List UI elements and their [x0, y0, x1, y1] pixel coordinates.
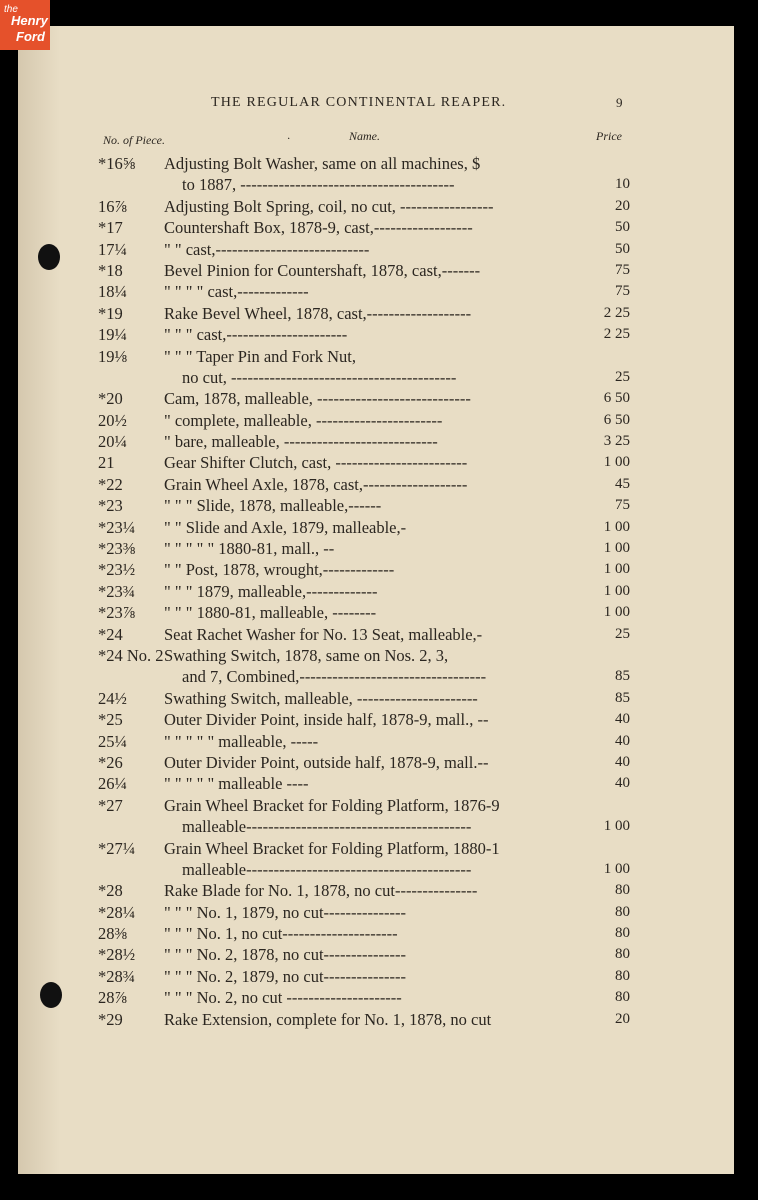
part-row [18, 688, 734, 709]
part-row-continuation [18, 367, 734, 388]
column-header-name: Name. [349, 129, 380, 143]
part-number: 20½ [98, 410, 127, 430]
part-price: 40 [615, 753, 630, 770]
part-price: 50 [615, 240, 630, 257]
part-row [18, 303, 734, 324]
part-row [18, 388, 734, 409]
part-price: 80 [615, 903, 630, 920]
part-name: no cut, ----------------------------------------- [182, 367, 457, 387]
part-name: " " " 1879, malleable,------------- [164, 581, 378, 601]
part-number: *29 [98, 1009, 123, 1029]
part-name: to 1887, --------------------------------------- [182, 175, 455, 195]
part-number: *23½ [98, 560, 136, 580]
part-row [18, 773, 734, 794]
part-number: *28 [98, 881, 123, 901]
part-name: Adjusting Bolt Washer, same on all machines, $ [164, 154, 481, 173]
part-name: Swathing Switch, malleable, ---------------------- [164, 688, 478, 708]
part-row [18, 324, 734, 345]
part-name: Grain Wheel Bracket for Folding Platform, 1876-9 [164, 795, 500, 815]
part-row [18, 559, 734, 580]
part-number: *23⅞ [98, 603, 136, 623]
part-price: 25 [615, 625, 630, 642]
part-row [18, 944, 734, 965]
column-header-price: Price [596, 129, 622, 143]
part-price: 40 [615, 775, 630, 792]
part-number: *20 [98, 389, 123, 409]
part-row [18, 645, 734, 666]
page-title: THE REGULAR CONTINENTAL REAPER. [211, 95, 507, 110]
part-name: " " " cast,---------------------- [164, 325, 348, 345]
part-number: *28½ [98, 945, 136, 965]
running-header [18, 95, 734, 117]
part-number: *23¼ [98, 517, 136, 537]
part-name: Gear Shifter Clutch, cast, ------------------------ [164, 453, 468, 473]
part-number: 25¼ [98, 731, 127, 751]
part-name: " " " " " malleable ---- [164, 774, 309, 794]
part-row [18, 1009, 734, 1030]
part-price: 80 [615, 946, 630, 963]
part-number: 17¼ [98, 239, 127, 259]
part-row [18, 239, 734, 260]
part-number: 26¼ [98, 774, 127, 794]
part-price: 85 [615, 668, 630, 685]
part-price: 1 00 [603, 454, 630, 471]
part-number: *25 [98, 710, 123, 730]
part-number: *24 [98, 624, 123, 644]
column-headers [18, 129, 734, 149]
part-price: 1 00 [603, 540, 630, 557]
part-name: Outer Divider Point, outside half, 1878-9, mall.-- [164, 752, 489, 772]
column-header-dot: · [287, 131, 290, 145]
part-row-continuation [18, 174, 734, 195]
part-number: *26 [98, 752, 123, 772]
part-row [18, 495, 734, 516]
part-row-continuation [18, 816, 734, 837]
part-number: 28⅜ [98, 924, 127, 944]
part-name: Rake Extension, complete for No. 1, 1878, no cut [164, 1009, 492, 1029]
part-price: 80 [615, 967, 630, 984]
part-row [18, 966, 734, 987]
part-price: 50 [615, 219, 630, 236]
part-number: *16⅝ [98, 154, 136, 173]
part-row [18, 153, 734, 174]
part-number: *28¼ [98, 902, 136, 922]
part-row-continuation [18, 859, 734, 880]
part-price: 85 [615, 689, 630, 706]
part-number: 20¼ [98, 432, 127, 452]
part-row [18, 902, 734, 923]
part-row [18, 795, 734, 816]
part-name: " " " No. 2, 1879, no cut--------------- [164, 966, 406, 986]
part-price: 10 [615, 176, 630, 193]
part-price: 1 00 [603, 518, 630, 535]
part-number: *28¾ [98, 966, 136, 986]
part-number: 24½ [98, 688, 127, 708]
part-name: " " " No. 2, 1878, no cut--------------- [164, 945, 406, 965]
part-price: 80 [615, 989, 630, 1006]
part-name: Countershaft Box, 1878-9, cast,------------------ [164, 218, 473, 238]
part-name: Seat Rachet Washer for No. 13 Seat, malleable,- [164, 624, 483, 644]
part-number: *17 [98, 218, 123, 238]
part-row [18, 410, 734, 431]
part-price: 20 [615, 197, 630, 214]
part-name: malleable----------------------------------------- [182, 859, 472, 879]
part-name: " complete, malleable, ----------------------- [164, 410, 443, 430]
part-row [18, 217, 734, 238]
part-number: *24 No. 2 [98, 645, 164, 665]
part-row [18, 581, 734, 602]
part-number: 28⅞ [98, 988, 127, 1008]
part-name: Rake Blade for No. 1, 1878, no cut--------------- [164, 881, 478, 901]
part-name: Cam, 1878, malleable, ---------------------------- [164, 389, 471, 409]
part-name: and 7, Combined,---------------------------------- [182, 667, 487, 687]
part-row [18, 838, 734, 859]
part-number: 16⅞ [98, 196, 127, 216]
part-price: 3 25 [603, 433, 630, 450]
part-number: *19 [98, 303, 123, 323]
part-price: 75 [615, 283, 630, 300]
part-row [18, 731, 734, 752]
part-number: *27¼ [98, 838, 136, 858]
part-row [18, 452, 734, 473]
part-row [18, 346, 734, 367]
part-price: 45 [615, 475, 630, 492]
part-name: " " " Taper Pin and Fork Nut, [164, 346, 356, 366]
part-row [18, 260, 734, 281]
part-price: 75 [615, 497, 630, 514]
part-row [18, 923, 734, 944]
part-row [18, 538, 734, 559]
part-price: 1 00 [603, 582, 630, 599]
part-price: 40 [615, 732, 630, 749]
part-name: Rake Bevel Wheel, 1878, cast,------------------- [164, 303, 472, 323]
part-name: " " " No. 2, no cut --------------------- [164, 988, 402, 1008]
part-price: 2 25 [603, 304, 630, 321]
part-name: " " " " cast,------------- [164, 282, 309, 302]
part-number: 19⅛ [98, 346, 127, 366]
part-number: *18 [98, 260, 123, 280]
part-number: 19¼ [98, 325, 127, 345]
column-header-piece: No. of Piece. [103, 133, 165, 147]
part-name: " " " No. 1, no cut--------------------- [164, 924, 398, 944]
part-row [18, 431, 734, 452]
logo-small-text: the [4, 4, 18, 15]
part-price: 1 00 [603, 818, 630, 835]
part-price: 40 [615, 711, 630, 728]
part-row [18, 196, 734, 217]
part-name: Swathing Switch, 1878, same on Nos. 2, 3, [164, 645, 449, 665]
part-name: " " " No. 1, 1879, no cut--------------- [164, 902, 406, 922]
part-price: 1 00 [603, 561, 630, 578]
part-price: 25 [615, 368, 630, 385]
part-name: " " " " " 1880-81, mall., -- [164, 539, 335, 559]
part-name: Grain Wheel Axle, 1878, cast,------------------- [164, 474, 468, 494]
part-number: *23¾ [98, 581, 136, 601]
part-price: 6 50 [603, 411, 630, 428]
document-page [18, 26, 734, 1174]
part-price: 6 50 [603, 390, 630, 407]
part-price: 1 00 [603, 604, 630, 621]
part-name: Grain Wheel Bracket for Folding Platform, 1880-1 [164, 838, 500, 858]
part-name: " " Post, 1878, wrought,------------- [164, 560, 395, 580]
part-row [18, 709, 734, 730]
logo-line-2: Ford [16, 29, 45, 44]
logo-line-1: Henry [11, 13, 48, 28]
part-name: " " Slide and Axle, 1879, malleable,- [164, 517, 407, 537]
parts-list [18, 153, 734, 1030]
part-name: " " " " " malleable, ----- [164, 731, 319, 751]
part-name: Bevel Pinion for Countershaft, 1878, cast,------- [164, 260, 481, 280]
part-number: 18¼ [98, 282, 127, 302]
part-price: 80 [615, 925, 630, 942]
part-row [18, 517, 734, 538]
part-name: " " cast,---------------------------- [164, 239, 370, 259]
part-price: 80 [615, 882, 630, 899]
part-row [18, 474, 734, 495]
part-number: 21 [98, 453, 115, 473]
part-row [18, 987, 734, 1008]
part-row [18, 624, 734, 645]
part-row-continuation [18, 666, 734, 687]
part-name: Outer Divider Point, inside half, 1878-9, mall., -- [164, 710, 489, 730]
part-price: 20 [615, 1010, 630, 1027]
part-name: " bare, malleable, ---------------------------- [164, 432, 438, 452]
henry-ford-logo [0, 0, 50, 50]
part-name: malleable----------------------------------------- [182, 817, 472, 837]
part-number: *27 [98, 795, 123, 815]
part-price: 2 25 [603, 326, 630, 343]
page-number: 9 [616, 95, 623, 110]
part-price: 1 00 [603, 860, 630, 877]
part-row [18, 880, 734, 901]
part-name: Adjusting Bolt Spring, coil, no cut, ----------------- [164, 196, 494, 216]
part-number: *22 [98, 474, 123, 494]
part-name: " " " 1880-81, malleable, -------- [164, 603, 377, 623]
part-price: 75 [615, 261, 630, 278]
part-number: *23 [98, 496, 123, 516]
part-row [18, 281, 734, 302]
part-number: *23⅜ [98, 539, 136, 559]
part-row [18, 752, 734, 773]
part-row [18, 602, 734, 623]
part-name: " " " Slide, 1878, malleable,------ [164, 496, 382, 516]
